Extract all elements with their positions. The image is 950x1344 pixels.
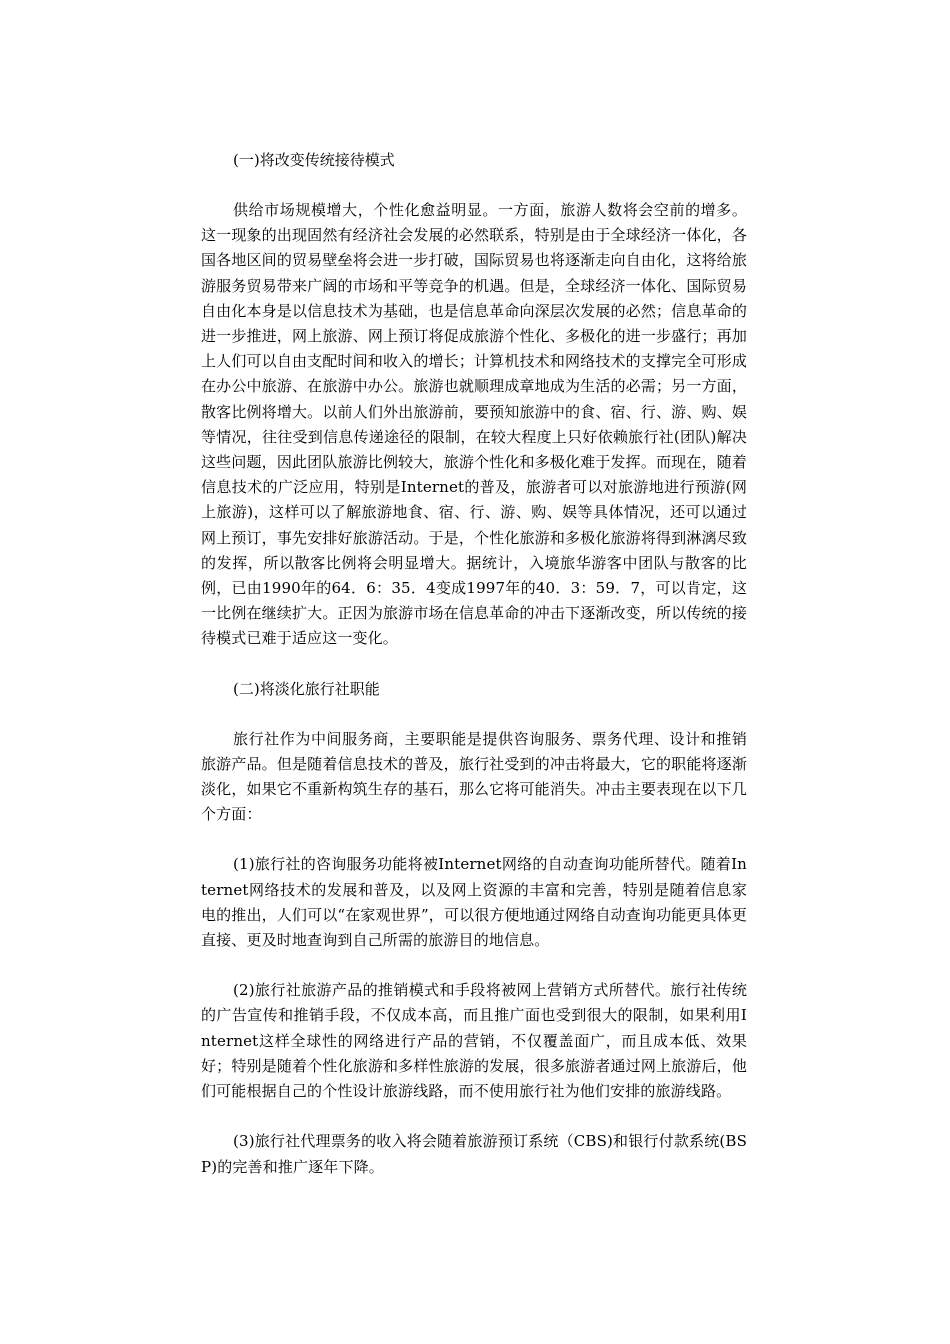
section-2-item-1-paragraph: (1)旅行社的咨询服务功能将被Internet网络的自动查询功能所替代。随着Internet网络技术的发展和普及，以及网上资源的丰富和完善，特别是随着信息家电的推出，人们可以“在家观世界”，可以很方便地通过网络自动查询功能更具体更直接、更及时地查询到自己所需的旅游目的地信息。 bbox=[201, 855, 747, 950]
spacer bbox=[201, 702, 747, 727]
spacer bbox=[201, 1104, 747, 1129]
spacer bbox=[201, 953, 747, 978]
spacer bbox=[201, 173, 747, 198]
spacer bbox=[201, 827, 747, 852]
spacer bbox=[201, 652, 747, 677]
section-heading-1: (一)将改变传统接待模式 bbox=[233, 151, 395, 169]
section-2-item-2-paragraph: (2)旅行社旅游产品的推销模式和手段将被网上营销方式所替代。旅行社传统的广告宣传和推销手段，不仅成本高，而且推广面也受到很大的限制，如果利用Internet这样全球性的网络进行产品的营销，不仅覆盖面广，而且成本低、效果好；特别是随着个性化旅游和多样性旅游的发展，很多旅游者通过网上旅游后，他们可能根据自己的个性设计旅游线路，而不使用旅行社为他们安排的旅游线路。 bbox=[201, 981, 747, 1101]
document-body bbox=[201, 148, 747, 1180]
section-2-item-3-paragraph: (3)旅行社代理票务的收入将会随着旅游预订系统（CBS)和银行付款系统(BSP)的完善和推广逐年下降。 bbox=[201, 1132, 747, 1176]
section-1-paragraph: 供给市场规模增大，个性化愈益明显。一方面，旅游人数将会空前的增多。这一现象的出现固然有经济社会发展的必然联系，特别是由于全球经济一体化，各国各地区间的贸易壁垒将会进一步打破，国际贸易也将逐渐走向自由化，这将给旅游服务贸易带来广阔的市场和平等竞争的机遇。但是，全球经济一体化、国际贸易自由化本身是以信息技术为基础，也是信息革命向深层次发展的必然；信息革命的进一步推进，网上旅游、网上预订将促成旅游个性化、多极化的进一步盛行；再加上人们可以自由支配时间和收入的增长；计算机技术和网络技术的支撑完全可形成在办公中旅游、在旅游中办公。旅游也就顺理成章地成为生活的必需；另一方面，散客比例将增大。以前人们外出旅游前，要预知旅游中的食、宿、行、游、购、娱等情况，往往受到信息传递途径的限制，在较大程度上只好依赖旅行社(团队)解决这些问题，因此团队旅游比例较大，旅游个性化和多极化难于发挥。而现在，随着信息技术的广泛应用，特别是Internet的普及，旅游者可以对旅游地进行预游(网上旅游)，这样可以了解旅游地食、宿、行、游、购、娱等具体情况，还可以通过网上预订，事先安排好旅游活动。于是，个性化旅游和多极化旅游将得到淋漓尽致的发挥，所以散客比例将会明显增大。据统计，入境旅华游客中团队与散客的比例，已由1990年的64．6：35．4变成1997年的40．3：59．7，可以肯定，这一比例在继续扩大。正因为旅游市场在信息革命的冲击下逐渐改变，所以传统的接待模式已难于适应这一变化。 bbox=[201, 201, 747, 648]
section-heading-2: (二)将淡化旅行社职能 bbox=[233, 679, 380, 698]
section-2-intro-paragraph: 旅行社作为中间服务商，主要职能是提供咨询服务、票务代理、设计和推销旅游产品。但是随着信息技术的普及，旅行社受到的冲击将最大，它的职能将逐渐淡化，如果它不重新构筑生存的基石，那么它将可能消失。冲击主要表现在以下几个方面： bbox=[201, 729, 747, 824]
